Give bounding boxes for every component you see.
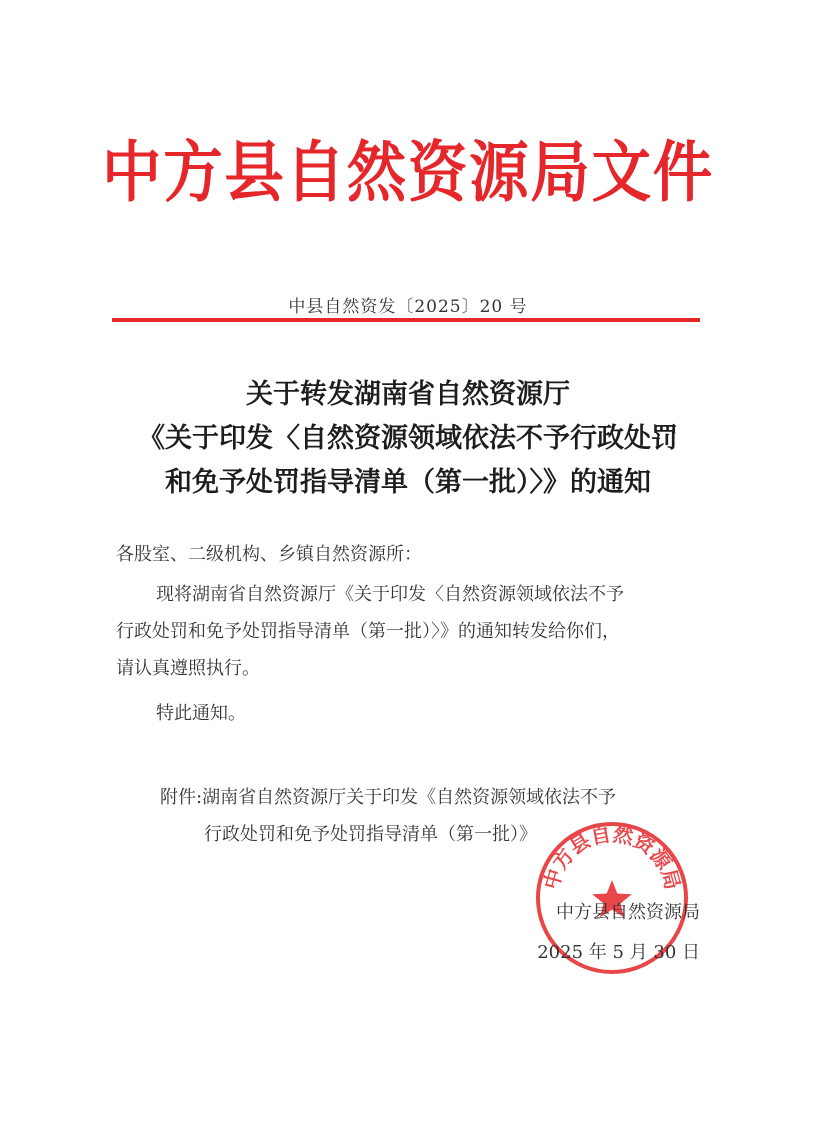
body-paragraph-2 (116, 695, 706, 732)
attachment-line-1: 附件:湖南省自然资源厅关于印发《自然资源领域依法不予 (160, 787, 617, 808)
title-line-2: 《关于印发〈自然资源领域依法不予行政处罚 (138, 423, 678, 454)
masthead-title: 中方县自然资源局文件 (102, 134, 715, 211)
title-line-3: 和免予处罚指导清单（第一批）〉》的通知 (165, 467, 651, 498)
paragraph-1-line-3: 请认真遵照执行。 (116, 658, 260, 679)
signing-organization: 中方县自然资源局 (556, 902, 700, 923)
notice-title (0, 373, 816, 505)
signing-date: 2025 年 5 月 30 日 (537, 942, 700, 963)
recipient-line: 各股室、二级机构、乡镇自然资源所： (116, 544, 422, 565)
title-line-1: 关于转发湖南省自然资源厅 (246, 379, 570, 410)
paragraph-2-text: 特此通知。 (156, 703, 246, 724)
document-number: 中县自然资发〔2025〕20 号 (288, 297, 528, 317)
red-divider-line (112, 318, 700, 322)
paragraph-1-line-2: 行政处罚和免予处罚指导清单（第一批）〉》的通知转发给你们， (116, 621, 620, 642)
seal-text: 中方县自然资源局 (538, 821, 686, 892)
paragraph-1-line-1: 现将湖南省自然资源厅《关于印发〈自然资源领域依法不予 (156, 584, 624, 605)
attachment-line-2: 行政处罚和免予处罚指导清单（第一批）》 (204, 824, 537, 845)
body-paragraph-1 (116, 576, 706, 687)
